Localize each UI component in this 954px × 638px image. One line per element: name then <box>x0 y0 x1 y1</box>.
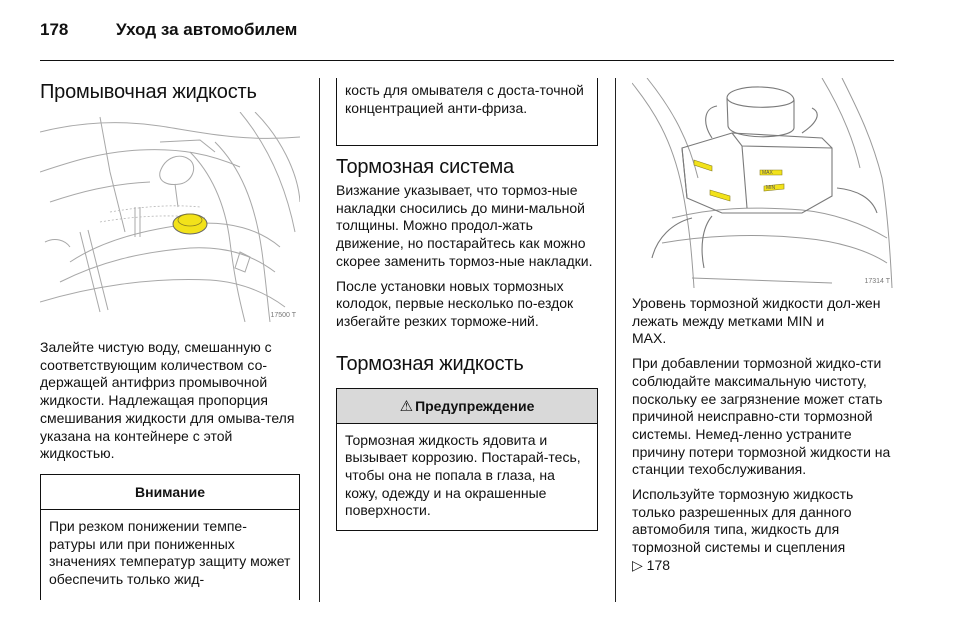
min-mark: MIN <box>786 312 813 329</box>
notice-box <box>40 474 300 600</box>
warning-text: Тормозная жидкость ядовита и вызывает коррозию. Постарай-тесь, чтобы она не попала в глаза, на кожу, одежду и на окрашенные поверхности. <box>345 431 581 519</box>
brake-reservoir-drawing <box>632 78 894 288</box>
brake-reservoir-illustration <box>632 78 894 288</box>
brake-system-paragraph-1: Визжание указывает, что тормоз-ные накладки сносились до мини-мальной толщины. Можно продол-жать движение, но постарайтесь как можно скорее заменить тормоз-ные накладки. <box>336 182 593 269</box>
washer-cap-yellow <box>173 214 207 234</box>
warning-header <box>337 389 597 424</box>
brake-fluid-level-text: Уровень тормозной жидкости дол-жен лежать между метками <box>632 295 881 329</box>
column-washer-fluid <box>40 78 300 600</box>
column-brake-fluid <box>632 78 894 575</box>
image-code: 17314 T <box>864 278 890 285</box>
brake-fluid-paragraph-3 <box>632 486 894 575</box>
header-rule <box>40 60 894 61</box>
svg-text:MIN: MIN <box>766 185 776 191</box>
notice-continuation: кость для омывателя с доста-точной концентрацией анти-фриза. <box>336 78 598 146</box>
page-title: Уход за автомобилем <box>116 20 298 39</box>
section-heading-brake-system: Тормозная система <box>336 156 514 178</box>
brake-fluid-spec-text: Используйте тормозную жидкость только разрешенных для данного автомобиля типа, жидкость для тормозной системы и сцепления <box>632 486 854 556</box>
notice-title: Внимание <box>41 475 299 510</box>
section-heading-brake-fluid: Тормозная жидкость <box>336 352 524 375</box>
washer-fluid-paragraph: Залейте чистую воду, смешанную с соответствующим количеством со-держащей антифриз промывочной жидкости. Надлежащая пропорция смешивания жидкости для омыва-теля указана на контейнере с этой жидкостью. <box>40 339 295 462</box>
brake-fluid-paragraph-2: При добавлении тормозной жидко-сти соблюдайте максимальную чистоту, поскольку ее загрязнение может стать причиной неисправно-сти тормозной системы. Немед-ленно устраните причину потери тормозной жидкости на станции техобслуживания. <box>632 355 891 478</box>
washer-reservoir-drawing <box>40 112 300 322</box>
warning-triangle-icon: ⚠ <box>399 397 414 415</box>
svg-text:MAX: MAX <box>762 170 773 176</box>
column-brake-system <box>336 78 598 531</box>
warning-title: Предупреждение <box>415 397 535 414</box>
max-mark: MAX <box>632 330 663 347</box>
brake-fluid-paragraph-1 <box>632 295 894 348</box>
washer-reservoir-illustration <box>40 112 300 322</box>
brake-fluid-level-and: и <box>812 312 825 329</box>
column-divider <box>615 78 616 602</box>
section-heading-washer-fluid: Промывочная жидкость <box>40 81 257 103</box>
page-ref-arrow-icon: ▷ <box>632 556 643 573</box>
brake-fluid-level-end: . <box>662 330 667 347</box>
warning-box <box>336 388 598 532</box>
notice-text: При резком понижении темпе-ратуры или при пониженных значениях температур защиту может обеспечить только жид- <box>49 517 291 588</box>
brake-system-paragraph-2: После установки новых тормозных колодок, первые несколько по-ездок избегайте резких торможе-ний. <box>336 277 574 329</box>
image-code: 17500 T <box>270 312 296 319</box>
column-divider <box>319 78 320 602</box>
page-number: 178 <box>40 20 69 39</box>
page-reference-link[interactable]: 178 <box>646 556 671 573</box>
